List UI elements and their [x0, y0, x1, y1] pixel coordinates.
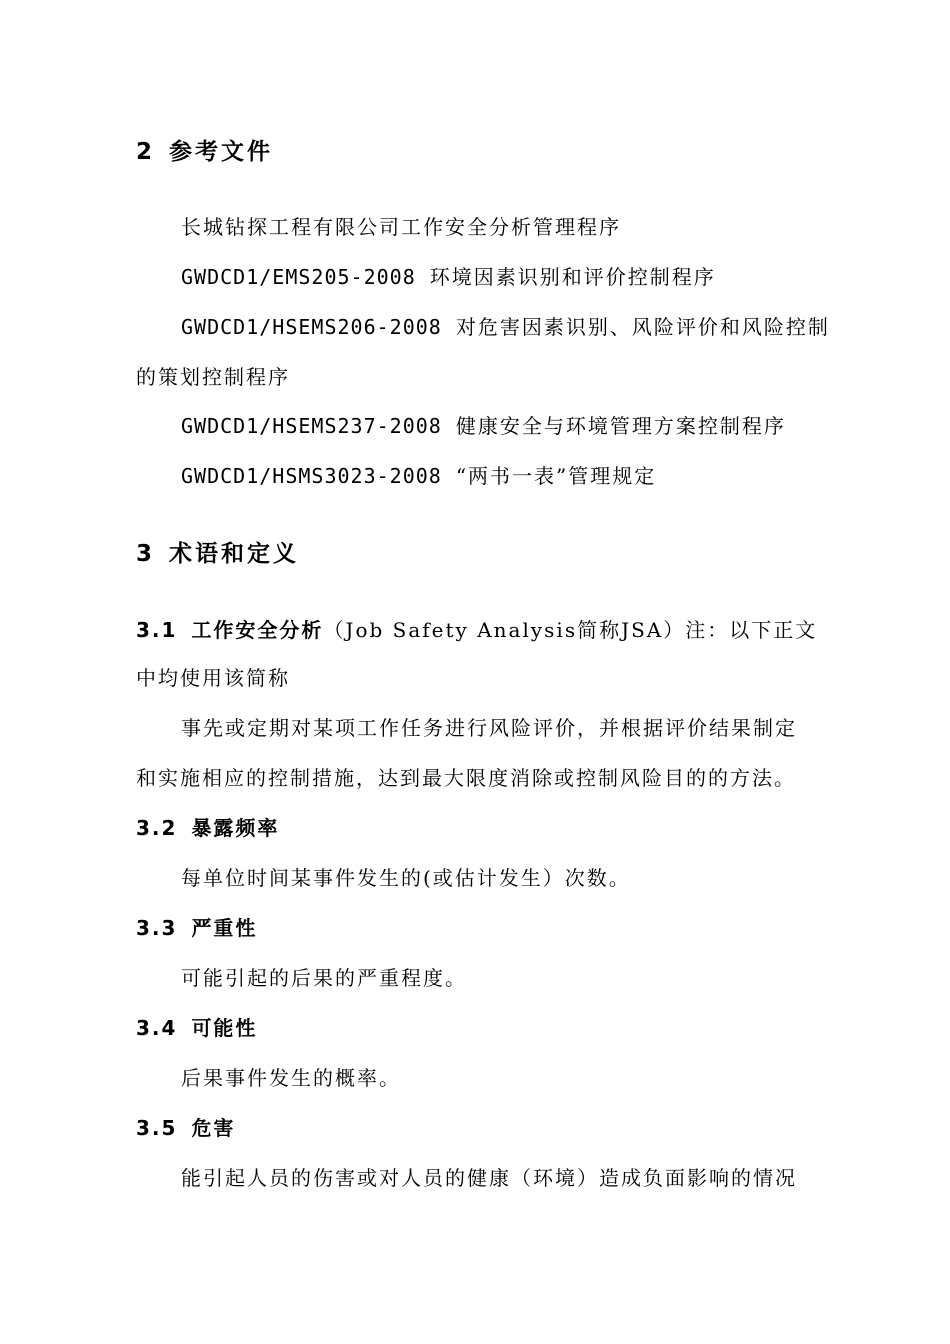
reference-code: GWDCD1/EMS205-2008 [181, 265, 416, 289]
reference-text: 长城钻探工程有限公司工作安全分析管理程序 [181, 215, 621, 239]
definition-text: 每单位时间某事件发生的(或估计发生）次数。 [181, 866, 631, 890]
definition-text: 能引起人员的伤害或对人员的健康（环境）造成负面影响的情况 [181, 1166, 797, 1190]
reference-item [181, 215, 621, 239]
reference-continuation [136, 365, 290, 389]
section-title: 术语和定义 [169, 541, 300, 567]
reference-title: 健康安全与环境管理方案控制程序 [455, 414, 786, 438]
definition-text: 后果事件发生的概率。 [181, 1066, 401, 1090]
reference-item [181, 464, 656, 488]
definition-text-continued: 和实施相应的控制措施，达到最大限度消除或控制风险目的的方法。 [136, 766, 796, 790]
term-definition [181, 716, 797, 740]
section-heading [136, 542, 299, 566]
term-definition [181, 866, 631, 890]
term-title: 工作安全分析 [191, 618, 324, 642]
reference-title-continued: 的策划控制程序 [136, 365, 290, 389]
term-title: 严重性 [191, 916, 258, 940]
term-title: 可能性 [191, 1016, 258, 1040]
reference-title: 环境因素识别和评价控制程序 [429, 265, 716, 289]
term-definition [181, 966, 467, 990]
reference-title: “两书一表”管理规定 [455, 464, 657, 488]
term-number: 3.4 [136, 1016, 178, 1040]
reference-item [181, 414, 786, 438]
reference-code: GWDCD1/HSEMS206-2008 [181, 315, 442, 339]
reference-title: 对危害因素识别、风险评价和风险控制 [455, 315, 830, 339]
term-number: 3.2 [136, 816, 178, 840]
term-title: 危害 [191, 1116, 236, 1140]
reference-item [181, 265, 716, 289]
section-title: 参考文件 [169, 139, 274, 165]
reference-item [181, 315, 830, 339]
definition-text: 事先或定期对某项工作任务进行风险评价，并根据评价结果制定 [181, 716, 797, 740]
section-number: 2 [136, 139, 156, 165]
term-definition [181, 1066, 401, 1090]
term-definition [181, 1166, 797, 1190]
term-heading [136, 618, 817, 642]
reference-code: GWDCD1/HSMS3023-2008 [181, 464, 442, 488]
term-heading [136, 916, 257, 940]
reference-code: GWDCD1/HSEMS237-2008 [181, 414, 442, 438]
term-title: 暴露频率 [191, 816, 280, 840]
term-number: 3.5 [136, 1116, 178, 1140]
term-heading [136, 1116, 235, 1140]
section-number: 3 [136, 541, 156, 567]
term-heading [136, 1016, 257, 1040]
term-definition-continuation [136, 766, 796, 790]
term-note: （Job Safety Analysis简称JSA）注：以下正文 [323, 618, 818, 642]
term-heading [136, 816, 279, 840]
term-number: 3.3 [136, 916, 178, 940]
term-note-continuation [136, 666, 290, 690]
definition-text: 可能引起的后果的严重程度。 [181, 966, 467, 990]
term-number: 3.1 [136, 618, 178, 642]
section-heading [136, 140, 273, 164]
term-note-continued: 中均使用该简称 [136, 666, 290, 690]
